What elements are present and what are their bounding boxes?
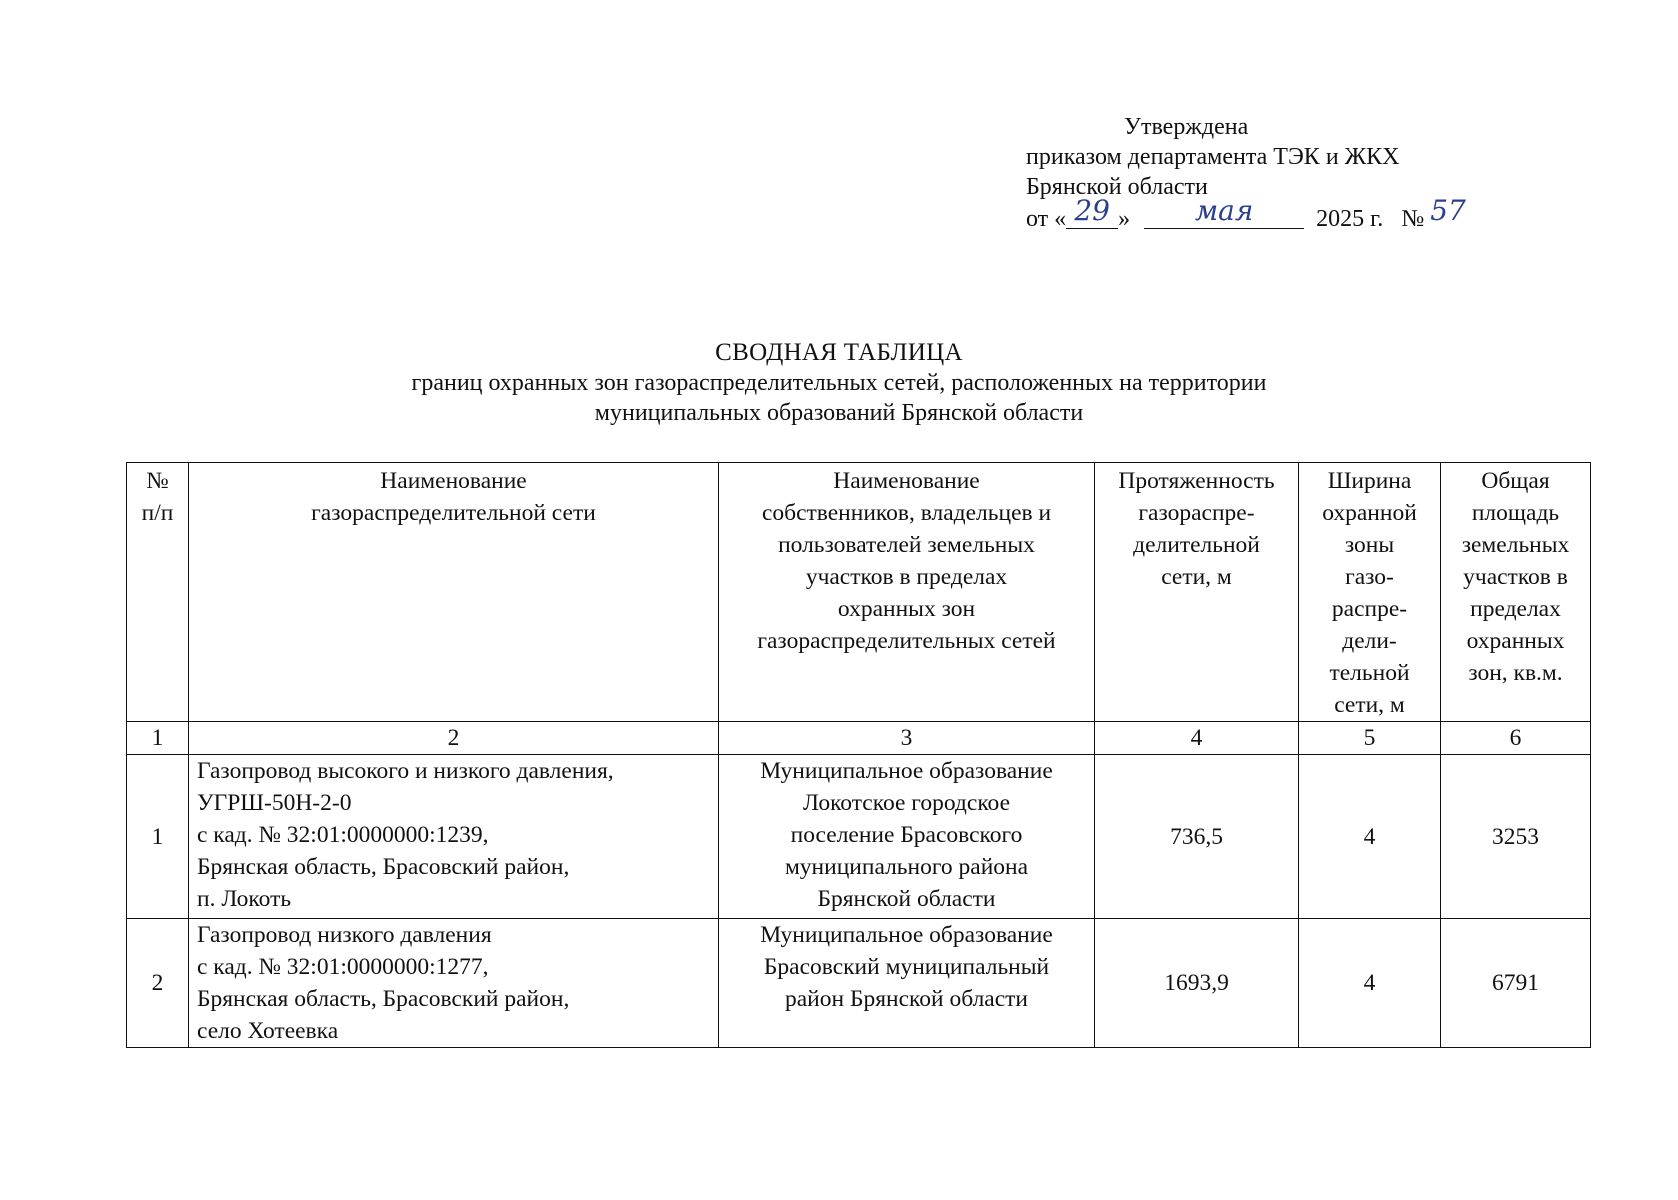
document-subtitle-line2: муниципальных образований Брянской области [594,400,1084,426]
day-field [1066,194,1118,229]
row-number: 2 [127,919,189,1048]
header-cell-length: Протяженность газораспре- делительной сети, м [1095,463,1299,722]
zone-width-cell: 4 [1299,755,1441,919]
header-cell-total-area: Общая площадь земельных участков в пределах охранных зон, кв.м. [1441,463,1591,722]
column-number: 6 [1441,722,1591,755]
date-mid: » [1118,206,1131,232]
year-text: 2025 г. [1316,206,1384,232]
total-area-cell: 6791 [1441,919,1591,1048]
zone-width-cell: 4 [1299,919,1441,1048]
total-area-cell: 3253 [1441,755,1591,919]
header-cell-zone-width: Ширина охранной зоны газо- распре- дели- тельной сети, м [1299,463,1441,722]
month-field [1144,194,1304,229]
document-subtitle-line1: границ охранных зон газораспределительных сетей, расположенных на территории [411,370,1267,396]
header-cell-owners: Наименование собственников, владельцев и пользователей земельных участков в пределах охранных зон газораспределительных сетей [719,463,1095,722]
day-handwritten: 29 [1074,194,1110,227]
approval-title: Утверждена [1124,114,1249,140]
network-name-cell: Газопровод низкого давления с кад. № 32:01:0000000:1277, Брянская область, Брасовский район, село Хотеевка [189,919,719,1048]
row-number: 1 [127,755,189,919]
table-row [127,755,1591,919]
column-number: 5 [1299,722,1441,755]
summary-table [126,462,1591,1048]
owner-cell: Муниципальное образование Локотское городское поселение Брасовского муниципального района Брянской области [719,755,1095,919]
column-number-row [127,722,1591,755]
column-number: 4 [1095,722,1299,755]
order-number-handwritten: 57 [1430,194,1466,227]
number-prefix: № [1401,206,1425,232]
document-heading [0,338,1678,428]
approval-region-line: Брянской области [1026,174,1208,200]
length-cell: 1693,9 [1095,919,1299,1048]
month-handwritten: мая [1194,194,1254,227]
network-name-cell: Газопровод высокого и низкого давления, УГРШ-50Н-2-0 с кад. № 32:01:0000000:1239, Брянская область, Брасовский район, п. Локоть [189,755,719,919]
length-cell: 736,5 [1095,755,1299,919]
column-number: 2 [189,722,719,755]
approval-order-line: приказом департамента ТЭК и ЖКХ [1026,144,1400,170]
column-number: 1 [127,722,189,755]
approval-date-line [1026,194,1546,234]
header-cell-network-name: Наименование газораспределительной сети [189,463,719,722]
approval-block [1026,112,1546,234]
header-cell-number: № п/п [127,463,189,722]
owner-cell: Муниципальное образование Брасовский муниципальный район Брянской области [719,919,1095,1048]
date-prefix: от « [1026,206,1067,232]
document-title: СВОДНАЯ ТАБЛИЦА [715,339,963,366]
column-number: 3 [719,722,1095,755]
table-row [127,919,1591,1048]
header-row [127,463,1591,722]
